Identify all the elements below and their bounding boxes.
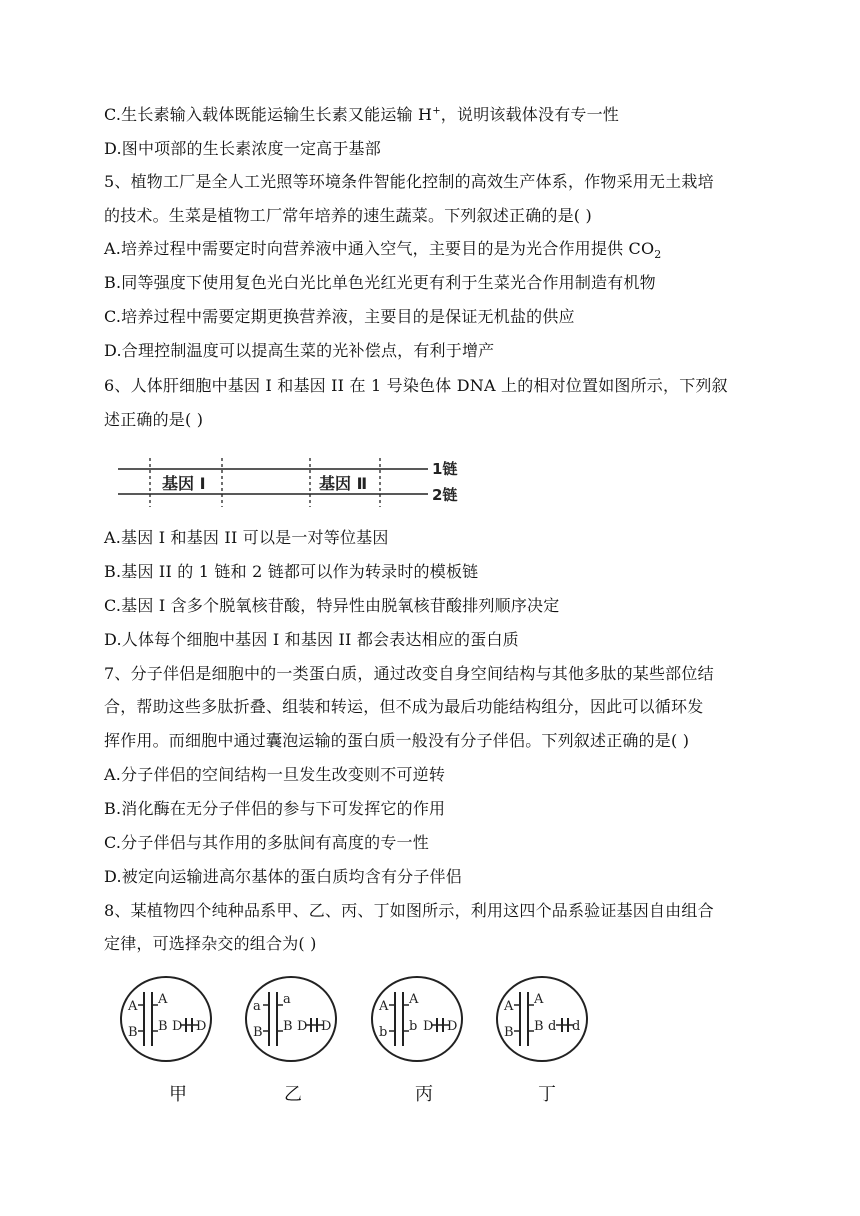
q6-stem-line2: 述正确的是( ): [104, 410, 204, 429]
allele-label: D: [447, 1019, 458, 1034]
q4-option-c-text-end: ，说明该载体没有专一性: [440, 105, 619, 124]
allele-label: B: [504, 1025, 514, 1040]
cell-name-yi: 乙: [284, 1084, 302, 1105]
allele-label: b: [409, 1019, 418, 1034]
q7-stem-line2: 合，帮助这些多肽折叠、组装和转运，但不成为最后功能结构组分，因此可以循环发: [104, 697, 704, 716]
q5-option-a: [104, 239, 662, 262]
allele-label: d: [548, 1019, 557, 1034]
q6-option-a: A.基因 I 和基因 II 可以是一对等位基因: [104, 528, 389, 547]
allele-label: d: [572, 1019, 581, 1034]
q4-option-c-superscript: +: [432, 105, 441, 117]
gene2-label: 基因 Ⅱ: [319, 474, 368, 493]
dna-strand-figure: [110, 452, 470, 512]
cell-name-bing: 丙: [415, 1084, 433, 1105]
q8-stem-line2: 定律，可选择杂交的组合为( ): [104, 934, 317, 953]
q7-option-b: B.消化酶在无分子伴侣的参与下可发挥它的作用: [104, 799, 446, 818]
q6-option-c: C.基因 I 含多个脱氧核苷酸，特异性由脱氧核苷酸排列顺序决定: [104, 596, 560, 615]
q5-option-a-subscript: 2: [654, 248, 662, 262]
allele-label: B: [534, 1019, 544, 1034]
q5-stem-line2: 的技术。生菜是植物工厂常年培养的速生蔬菜。下列叙述正确的是( ): [104, 206, 592, 225]
q5-option-c: C.培养过程中需要定期更换营养液，主要目的是保证无机盐的供应: [104, 307, 575, 326]
cell-bing: [369, 974, 475, 1066]
allele-label: D: [196, 1019, 207, 1034]
allele-label: B: [253, 1025, 263, 1040]
allele-label: A: [128, 999, 138, 1014]
q8-stem-line1: 8、某植物四个纯种品系甲、乙、丙、丁如图所示，利用这四个品系验证基因自由组合: [104, 901, 714, 920]
q7-option-c: C.分子伴侣与其作用的多肽间有高度的专一性: [104, 833, 429, 852]
allele-label: b: [379, 1025, 388, 1040]
strand-1-label: 1链: [432, 460, 458, 478]
allele-label: A: [504, 999, 514, 1014]
q5-option-b: B.同等强度下使用复色光白光比单色光红光更有利于生菜光合作用制造有机物: [104, 273, 656, 292]
q7-stem-line1: 7、分子伴侣是细胞中的一类蛋白质，通过改变自身空间结构与其他多肽的某些部位结: [104, 664, 714, 683]
cell-ding: [494, 974, 600, 1066]
cell-jia: [118, 974, 224, 1066]
q6-option-d: D.人体每个细胞中基因 I 和基因 II 都会表达相应的蛋白质: [104, 630, 519, 649]
allele-label: A: [158, 992, 168, 1007]
allele-label: A: [534, 992, 544, 1007]
q6-option-b: B.基因 II 的 1 链和 2 链都可以作为转录时的模板链: [104, 562, 479, 581]
cell-yi: [243, 974, 349, 1066]
allele-label: A: [379, 999, 389, 1014]
strand-2-label: 2链: [432, 486, 458, 504]
gene1-label: 基因 I: [162, 474, 206, 493]
q5-option-a-text: A.培养过程中需要定时向营养液中通入空气，主要目的是为光合作用提供 CO: [104, 239, 655, 258]
allele-label: A: [409, 992, 419, 1007]
allele-label: D: [172, 1019, 183, 1034]
allele-label: B: [283, 1019, 293, 1034]
q4-option-c: [104, 105, 619, 125]
q6-stem-line1: 6、人体肝细胞中基因 I 和基因 II 在 1 号染色体 DNA 上的相对位置如图所示，下列叙: [104, 376, 728, 395]
cell-name-ding: 丁: [538, 1084, 556, 1105]
q4-option-d: D.图中项部的生长素浓度一定高于基部: [104, 139, 381, 158]
cell-name-jia: 甲: [169, 1084, 187, 1105]
q7-stem-line3: 挥作用。而细胞中通过囊泡运输的蛋白质一般没有分子伴侣。下列叙述正确的是( ): [104, 731, 690, 750]
allele-label: B: [158, 1019, 168, 1034]
allele-label: B: [128, 1025, 138, 1040]
allele-label: D: [297, 1019, 308, 1034]
allele-label: a: [283, 992, 291, 1007]
q5-option-d: D.合理控制温度可以提高生菜的光补偿点，有利于增产: [104, 341, 495, 360]
q5-stem-line1: 5、植物工厂是全人工光照等环境条件智能化控制的高效生产体系，作物采用无土栽培: [104, 172, 714, 191]
allele-label: D: [423, 1019, 434, 1034]
q7-option-a: A.分子伴侣的空间结构一旦发生改变则不可逆转: [104, 765, 446, 784]
allele-label: a: [253, 999, 261, 1014]
q7-option-d: D.被定向运输进高尔基体的蛋白质均含有分子伴侣: [104, 867, 462, 886]
allele-label: D: [321, 1019, 332, 1034]
q4-option-c-text: C.生长素输入载体既能运输生长素又能运输 H: [104, 105, 433, 124]
